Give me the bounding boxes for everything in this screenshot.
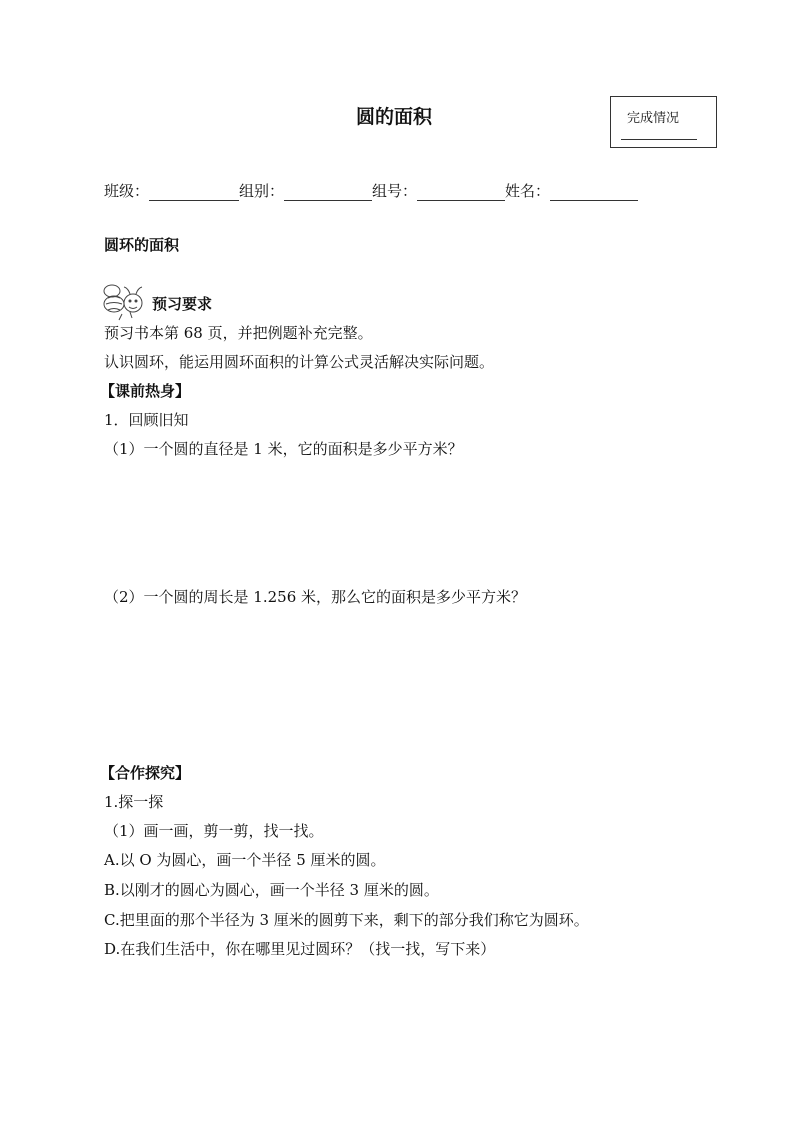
- warmup-heading: 【课前热身】: [100, 382, 191, 400]
- explore-sub-title: （1）画一画，剪一剪，找一找。: [104, 822, 324, 840]
- group-number-label: 组号：: [372, 182, 418, 200]
- name-label: 姓名：: [505, 182, 551, 200]
- explore-step-a: A.以 O 为圆心，画一个半径 5 厘米的圆。: [104, 851, 386, 869]
- preview-line-2: 认识圆环，能运用圆环面积的计算公式灵活解决实际问题。: [104, 353, 495, 371]
- bee-icon: [100, 282, 148, 322]
- explore-item-title: 1.探一探: [104, 793, 164, 811]
- class-blank[interactable]: [149, 186, 239, 201]
- completion-status-box: [610, 96, 717, 148]
- warmup-question-1: （1）一个圆的直径是 1 米，它的面积是多少平方米？: [104, 440, 463, 458]
- warmup-item-title: 1．回顾旧知: [104, 411, 189, 429]
- group-label: 组别：: [239, 182, 285, 200]
- student-info-row: [104, 180, 638, 201]
- group-blank[interactable]: [284, 186, 372, 201]
- page-title: 圆的面积: [356, 106, 433, 128]
- preview-line-1: 预习书本第 68 页，并把例题补充完整。: [104, 324, 373, 342]
- section-heading: 圆环的面积: [104, 236, 180, 254]
- warmup-question-2: （2）一个圆的周长是 1.256 米，那么它的面积是多少平方米？: [104, 588, 527, 606]
- explore-step-c: C.把里面的那个半径为 3 厘米的圆剪下来，剩下的部分我们称它为圆环。: [104, 911, 589, 929]
- completion-status-label: 完成情况: [627, 111, 680, 126]
- group-number-blank[interactable]: [417, 186, 505, 201]
- completion-status-blank[interactable]: [621, 139, 697, 140]
- preview-title: 预习要求: [152, 295, 213, 313]
- explore-heading: 【合作探究】: [100, 764, 191, 782]
- name-blank[interactable]: [550, 186, 638, 201]
- class-label: 班级：: [104, 182, 150, 200]
- explore-step-b: B.以刚才的圆心为圆心，画一个半径 3 厘米的圆。: [104, 881, 439, 899]
- explore-step-d: D.在我们生活中，你在哪里见过圆环？（找一找，写下来）: [104, 940, 496, 958]
